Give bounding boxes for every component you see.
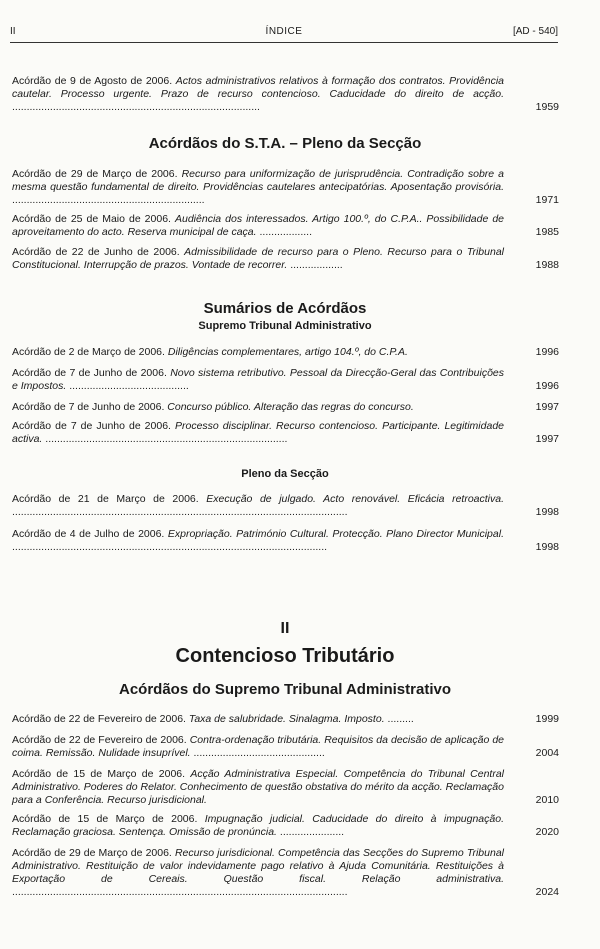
entry-lead: Acórdão de 21 de Março de 2006. — [12, 493, 199, 505]
index-entry: Acórdão de 7 de Junho de 2006. Processo disciplinar. Recurso contencioso. Participante. Legitimidade activa. ................................................................................... — [12, 420, 504, 445]
running-header — [10, 26, 558, 43]
index-entry — [12, 768, 504, 807]
index-entry: Acórdão de 7 de Junho de 2006. Novo sistema retributivo. Pessoal da Direcção-Geral das Contribuições e Impostos. ......................................... — [12, 367, 504, 392]
entry-page: 2020 — [535, 826, 559, 838]
entry-page: 1985 — [535, 226, 559, 238]
header-reference: [AD - 540] — [512, 26, 558, 37]
index-entry: Acórdão de 22 de Junho de 2006. Admissibilidade de recurso para o Pleno. Recurso para o Tribunal Constitucional. Interrupção de prazos. Vontade de recorrer. .................. — [12, 246, 504, 271]
entry-text: Impugnação judicial. Caducidade do direito à impugnação. Reclamação graciosa. Sentença. Omissão de pronúncia. — [12, 813, 504, 838]
entry-text: Contra-ordenação tributária. Requisitos da decisão de aplicação de coima. Remissão. Nulidade insuprível. — [12, 734, 504, 759]
entry-text: Taxa de salubridade. Sinalagma. Imposto. — [188, 713, 385, 725]
entry-page: 1997 — [535, 433, 559, 445]
index-entry: Acórdão de 22 de Fevereiro de 2006. Taxa de salubridade. Sinalagma. Imposto. ......... — [12, 713, 414, 725]
entry-lead: Acórdão de 15 de Março de 2006. — [12, 768, 186, 780]
entry-text: Recurso jurisdicional. Competência das Secções do Supremo Tribunal Administrativo. Restituição de valor indevidamente pago relativo à Ajuda Comunitária. Restituições à Exportação de Cereais. Questão fiscal. Relação administrativa. — [12, 847, 504, 885]
entry-page: 1997 — [535, 401, 559, 413]
section-title-sumarios: Sumários de Acórdãos — [203, 300, 367, 317]
entry-page: 2010 — [535, 794, 559, 806]
entry-page: 1971 — [535, 194, 559, 206]
entry-page: 1998 — [535, 541, 559, 553]
entry-text: Expropriação. Património Cultural. Protecção. Plano Director Municipal. — [167, 528, 504, 540]
entry-page: 2004 — [535, 747, 559, 759]
entry-text: Admissibilidade de recurso para o Pleno. Recurso para o Tribunal Constitucional. Interrupção de prazos. Vontade de recorrer. — [12, 246, 504, 271]
entry-page: 1959 — [535, 101, 559, 113]
index-entry: Acórdão de 9 de Agosto de 2006. Actos administrativos relativos à formação dos contratos. Providência cautelar. Processo urgente. Prazo de recurso contencioso. Caducidade do direito de acção. ..................................................................................... — [12, 75, 505, 113]
entry-lead: Acórdão de 7 de Junho de 2006. — [12, 420, 171, 432]
entry-lead: Acórdão de 2 de Março de 2006. — [12, 346, 165, 358]
section-subtitle-sta: Supremo Tribunal Administrativo — [198, 320, 372, 332]
index-entry: Acórdão de 21 de Março de 2006. Execução de julgado. Acto renovável. Eficácia retroactiva. ................................................................................................................... — [12, 493, 505, 518]
index-entry: Acórdão de 25 de Maio de 2006. Audiência dos interessados. Artigo 100.º, do C.P.A.. Possibilidade de aproveitamento do acto. Reserva municipal de caça. .................. — [12, 213, 504, 238]
entry-lead: Acórdão de 15 de Março de 2006. — [12, 813, 198, 825]
entry-text: Acção Administrativa Especial. Competência do Tribunal Central Administrativo. Poderes do Relator. Conhecimento de questão obstativa do mérito da acção. Reclamação para a Conferência. Recurso jurisdicional. — [12, 768, 504, 806]
entry-text: Actos administrativos relativos à formação dos contratos. Providência cautelar. Processo urgente. Prazo de recurso contencioso. Caducidade do direito de acção. — [12, 75, 505, 100]
entry-text: Execução de julgado. Acto renovável. Eficácia retroactiva. — [206, 493, 505, 505]
entry-lead: Acórdão de 7 de Junho de 2006. — [12, 367, 167, 379]
part-numeral: II — [280, 620, 290, 637]
entry-page: 1998 — [535, 506, 559, 518]
entry-lead: Acórdão de 29 de Março de 2006. — [12, 168, 178, 180]
index-entry — [12, 401, 504, 414]
entry-page: 1988 — [535, 259, 559, 271]
entry-text: Novo sistema retributivo. Pessoal da Direcção-Geral das Contribuições e Impostos. — [12, 367, 504, 392]
entry-page: 2024 — [535, 886, 559, 898]
index-entry: Acórdão de 22 de Fevereiro de 2006. Contra-ordenação tributária. Requisitos da decisão de aplicação de coima. Remissão. Nulidade insuprível. ............................................. — [12, 734, 504, 759]
section-title-sta-pleno: Acórdãos do S.T.A. – Pleno da Secção — [148, 135, 422, 152]
entry-lead: Acórdão de 22 de Fevereiro de 2006. — [12, 734, 187, 746]
entry-page: 1996 — [535, 346, 559, 358]
index-entry: Acórdão de 29 de Março de 2006. Recurso jurisdicional. Competência das Secções do Supremo Tribunal Administrativo. Restituição de valor indevidamente pago relativo à Ajuda Comunitária. Restituições à Exportação de Cereais. Questão fiscal. Relação administrativa. ................................................................................................................... — [12, 847, 504, 898]
index-entry — [12, 346, 504, 359]
entry-lead: Acórdão de 29 de Março de 2006. — [12, 847, 172, 859]
entry-text: Concurso público. Alteração das regras do concurso. — [167, 401, 414, 413]
entry-page: 1996 — [535, 380, 559, 392]
entry-lead: Acórdão de 7 de Junho de 2006. — [12, 401, 165, 413]
section-title-pleno-seccao: Pleno da Secção — [241, 468, 329, 480]
entry-text: Recurso para uniformização de jurisprudência. Contradição sobre a mesma questão fundamental de direito. Providências cautelares antecipatórias. Aposentação provisória. — [12, 168, 504, 193]
entry-text: Diligências complementares, artigo 104.º, do C.P.A. — [167, 346, 408, 358]
index-entry: Acórdão de 15 de Março de 2006. Impugnação judicial. Caducidade do direito à impugnação. Reclamação graciosa. Sentença. Omissão de pronúncia. ...................... — [12, 813, 504, 838]
header-title: ÍNDICE — [265, 26, 303, 37]
entry-text: Audiência dos interessados. Artigo 100.º, do C.P.A.. Possibilidade de aproveitamento do acto. Reserva municipal de caça. — [12, 213, 504, 238]
entry-lead: Acórdão de 22 de Fevereiro de 2006. — [12, 713, 186, 725]
header-part-number: II — [10, 26, 16, 37]
index-entry: Acórdão de 4 de Julho de 2006. Expropriação. Património Cultural. Protecção. Plano Director Municipal. ............................................................................................................ — [12, 528, 504, 553]
part-subtitle: Acórdãos do Supremo Tribunal Administrativo — [119, 681, 451, 698]
entry-lead: Acórdão de 4 de Julho de 2006. — [12, 528, 165, 540]
entry-lead: Acórdão de 9 de Agosto de 2006. — [12, 75, 173, 87]
entry-text: Processo disciplinar. Recurso contencioso. Participante. Legitimidade activa. — [12, 420, 504, 445]
index-entry: Acórdão de 29 de Março de 2006. Recurso para uniformização de jurisprudência. Contradição sobre a mesma questão fundamental de direito. Providências cautelares antecipatórias. Aposentação provisória. .................................................................. — [12, 168, 504, 206]
part-title: Contencioso Tributário — [175, 645, 395, 667]
entry-lead: Acórdão de 25 de Maio de 2006. — [12, 213, 171, 225]
entry-page: 1999 — [535, 713, 559, 725]
entry-lead: Acórdão de 22 de Junho de 2006. — [12, 246, 180, 258]
